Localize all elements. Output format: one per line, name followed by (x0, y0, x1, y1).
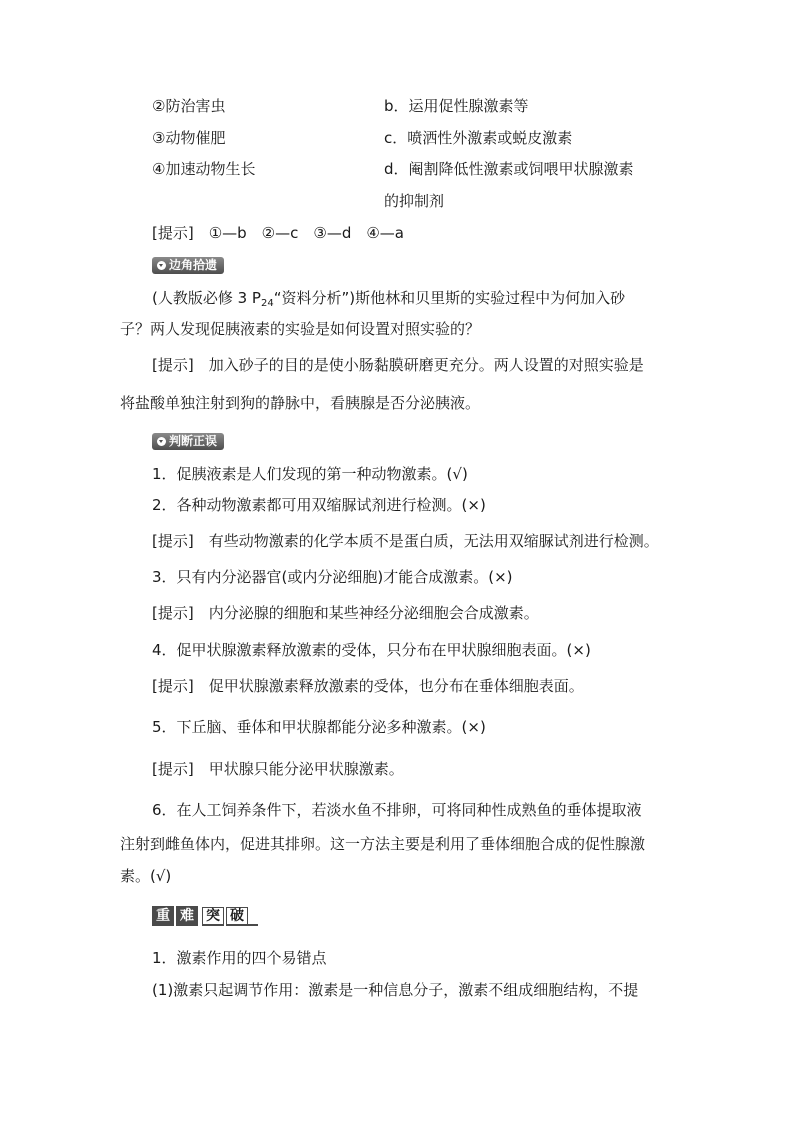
section-point-text: (1)激素只起调节作用：激素是一种信息分子，激素不组成细胞结构，不提 (152, 981, 639, 999)
judge-hint-2: [提示] 有些动物激素的化学本质不是蛋白质，无法用双缩脲试剂进行检测。 (152, 532, 659, 550)
judge-item-3: 3．只有内分泌器官(或内分泌细胞)才能合成激素。(×) (152, 568, 513, 586)
match-left-3: ③动物催肥 (152, 129, 226, 147)
match-right-d: d．阉割降低性激素或饲喂甲状腺激素 (384, 160, 634, 178)
judge-item-1: 1．促胰液素是人们发现的第一种动物激素。(√) (152, 465, 468, 483)
judge-item-2: 2．各种动物激素都可用双缩脲试剂进行检测。(×) (152, 496, 486, 514)
match-right-d-continuation: 的抑制剂 (384, 192, 445, 210)
match-hint: [提示] ①—b ②—c ③—d ④—a (152, 224, 404, 242)
margin-hint-line1: [提示] 加入砂子的目的是使小肠黏膜研磨更充分。两人设置的对照实验是 (152, 356, 644, 374)
badge-judge-label: 判断正误 (169, 434, 218, 448)
margin-hint-line2: 将盐酸单独注射到狗的静脉中，看胰腺是否分泌胰液。 (120, 394, 481, 412)
margin-question-line1: (人教版必修 3 $P_{24}“$资料分析”)斯他林和贝里斯的实验过程中为何加入砂 (152, 289, 626, 309)
judge-item-4: 4．促甲状腺激素释放激素的受体，只分布在甲状腺细胞表面。(×) (152, 641, 591, 659)
section-heading-char: 重 (152, 906, 174, 926)
badge-margin-notes (152, 257, 224, 274)
match-right-b: b．运用促性腺激素等 (384, 97, 529, 115)
margin-question-line2: 子？两人发现促胰液素的实验是如何设置对照实验的？ (120, 320, 481, 338)
section-heading-rule (248, 924, 258, 926)
match-left-4: ④加速动物生长 (152, 160, 256, 178)
section-heading-char: 破 (226, 907, 248, 926)
section-heading-char: 突 (202, 907, 224, 926)
chevron-down-icon (157, 261, 166, 270)
match-right-c: c．喷洒性外激素或蜕皮激素 (384, 129, 573, 147)
badge-judge (152, 433, 224, 450)
judge-item-6-line3: 素。(√) (120, 867, 172, 885)
judge-item-5: 5．下丘脑、垂体和甲状腺都能分泌多种激素。(×) (152, 718, 486, 736)
judge-hint-3: [提示] 内分泌腺的细胞和某些神经分泌细胞会合成激素。 (152, 604, 539, 622)
judge-item-6-line1: 6．在人工饲养条件下，若淡水鱼不排卵，可将同种性成熟鱼的垂体提取液 (152, 801, 642, 819)
judge-hint-5: [提示] 甲状腺只能分泌甲状腺激素。 (152, 760, 404, 778)
judge-hint-4: [提示] 促甲状腺激素释放激素的受体，也分布在垂体细胞表面。 (152, 677, 584, 695)
section-point-title: 1．激素作用的四个易错点 (152, 949, 327, 967)
badge-margin-notes-label: 边角拾遗 (169, 258, 218, 272)
section-heading-key-points (152, 906, 258, 926)
section-heading-char: 难 (176, 906, 198, 926)
chevron-down-icon (157, 437, 166, 446)
judge-item-6-line2: 注射到雌鱼体内，促进其排卵。这一方法主要是利用了垂体细胞合成的促性腺激 (120, 835, 646, 853)
match-left-2: ②防治害虫 (152, 97, 226, 115)
